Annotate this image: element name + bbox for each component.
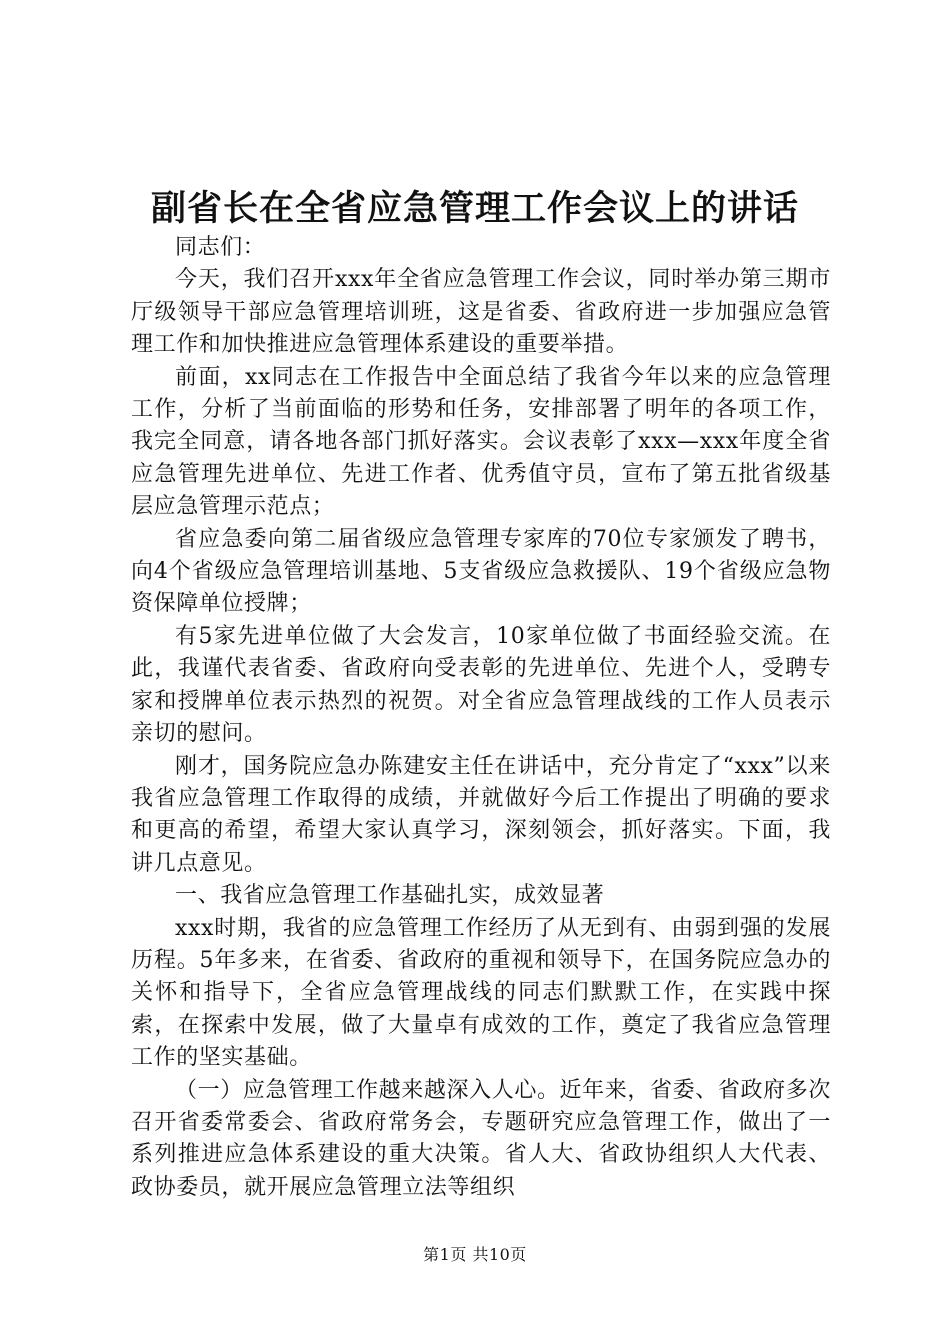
body-paragraph: （一）应急管理工作越来越深入人心。近年来，省委、省政府多次召开省委常委会、省政府常务会，专题研究应急管理工作，做出了一系列推进应急体系建设的重大决策。省人大、省政协组织人大代表、政协委员，就开展应急管理立法等组织: [131, 1077, 831, 1200]
salutation-paragraph: 同志们：: [175, 235, 266, 260]
body-paragraph: 今天，我们召开xxx年全省应急管理工作会议，同时举办第三期市厅级领导干部应急管理培训班，这是省委、省政府进一步加强应急管理工作和加快推进应急管理体系建设的重要举措。: [131, 267, 831, 358]
page-number-footer: 第1页 共10页: [423, 1245, 527, 1264]
section-heading: 一、我省应急管理工作基础扎实，成效显著: [175, 883, 605, 909]
document-title: 副省长在全省应急管理工作会议上的讲话: [150, 188, 799, 229]
body-paragraph: 有5家先进单位做了大会发言，10家单位做了书面经验交流。在此，我谨代表省委、省政府向受表彰的先进单位、先进个人，受聘专家和授牌单位表示热烈的祝贺。对全省应急管理战线的工作人员表示亲切的慰问。: [131, 623, 831, 747]
body-paragraph: 前面，xx同志在工作报告中全面总结了我省今年以来的应急管理工作，分析了当前面临的形势和任务，安排部署了明年的各项工作，我完全同意，请各地各部门抓好落实。会议表彰了xxx—xxx年度全省应急管理先进单位、先进工作者、优秀值守员，宣布了第五批省级基层应急管理示范点；: [131, 364, 831, 520]
body-paragraph: xxx时期，我省的应急管理工作经历了从无到有、由弱到强的发展历程。5年多来，在省委、省政府的重视和领导下，在国务院应急办的关怀和指导下，全省应急管理战线的同志们默默工作，在实践中探索，在探索中发展，做了大量卓有成效的工作，奠定了我省应急管理工作的坚实基础。: [131, 915, 831, 1071]
body-paragraph: 省应急委向第二届省级应急管理专家库的70位专家颁发了聘书，向4个省级应急管理培训基地、5支省级应急救援队、19个省级应急物资保障单位授牌；: [131, 526, 831, 617]
document-body: [131, 232, 831, 1204]
body-paragraph: 刚才，国务院应急办陈建安主任在讲话中，充分肯定了“xxx”以来我省应急管理工作取得的成绩，并就做好今后工作提出了明确的要求和更高的希望，希望大家认真学习，深刻领会，抓好落实。下面，我讲几点意见。: [131, 753, 831, 876]
